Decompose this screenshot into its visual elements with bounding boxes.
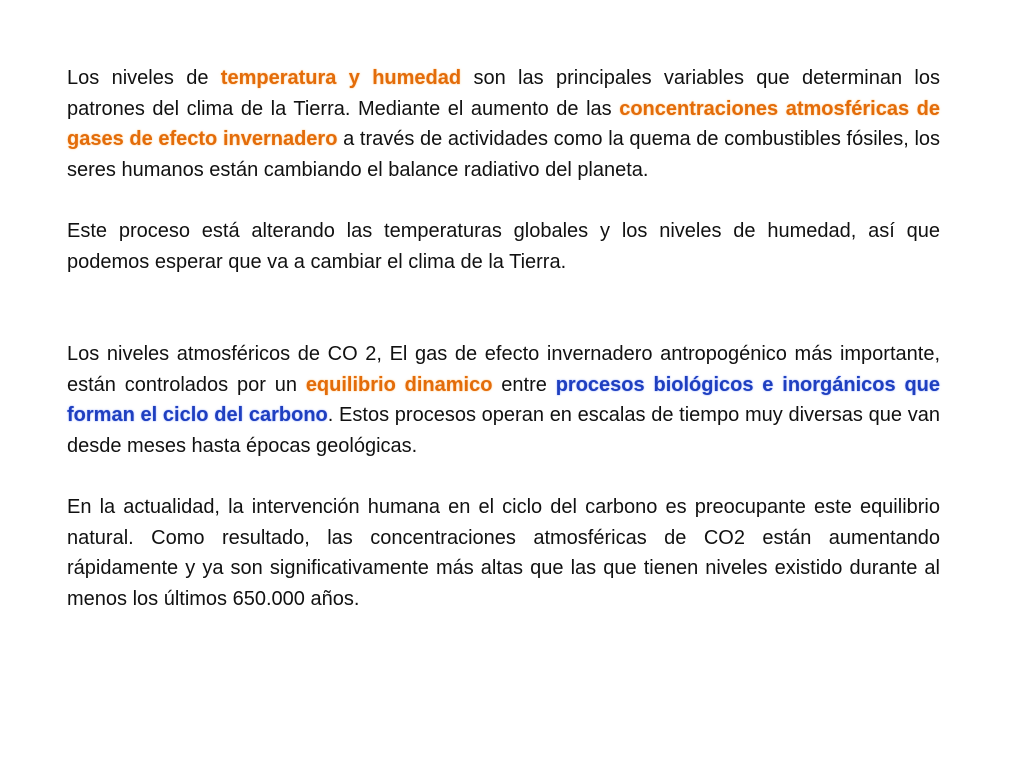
- paragraph-text: entre: [492, 373, 556, 396]
- highlight-greenhouse-gases: concentraciones atmosféricas de gases de efecto invernadero: [67, 97, 941, 150]
- paragraph-human-intervention: [67, 492, 940, 614]
- paragraph-text: son las principales variables que determinan los patrones del clima de la Tierra. Mediante el aumento de las: [67, 67, 940, 120]
- paragraph-co2-levels: [67, 339, 940, 461]
- paragraph-text: Este proceso está alterando las temperaturas globales y los niveles de humedad, así que podemos esperar que va a cambiar el clima de la Tierra.: [67, 220, 940, 273]
- paragraph-text: Los niveles de: [67, 67, 221, 89]
- paragraph-text: . Estos procesos operan en escalas de tiempo muy diversas que van desde meses hasta épocas geológicas.: [67, 404, 940, 457]
- paragraph-climate-variables: [67, 63, 940, 185]
- paragraph-text: En la actualidad, la intervención humana en el ciclo del carbono es preocupante este equilibrio natural. Como resultado, las concentraciones atmosféricas de CO2 están aumentando rápidamente y ya son significativamente más altas que las que tienen niveles existido durante al menos los últimos 650.000 años.: [67, 496, 940, 610]
- paragraph-text: Los niveles atmosféricos de CO 2, El gas de efecto invernadero antropogénico más importante, están controlados por un: [67, 343, 940, 396]
- paragraph-process-altering: [67, 216, 940, 277]
- paragraph-text: a través de actividades como la quema de combustibles fósiles, los seres humanos están cambiando el balance radiativo del planeta.: [67, 128, 941, 181]
- highlight-temperature-humidity: temperatura y humedad: [220, 67, 462, 89]
- highlight-carbon-cycle-processes: procesos biológicos e inorgánicos que forman el ciclo del carbono: [67, 373, 941, 426]
- highlight-dynamic-equilibrium: equilibrio dinamico: [305, 373, 493, 396]
